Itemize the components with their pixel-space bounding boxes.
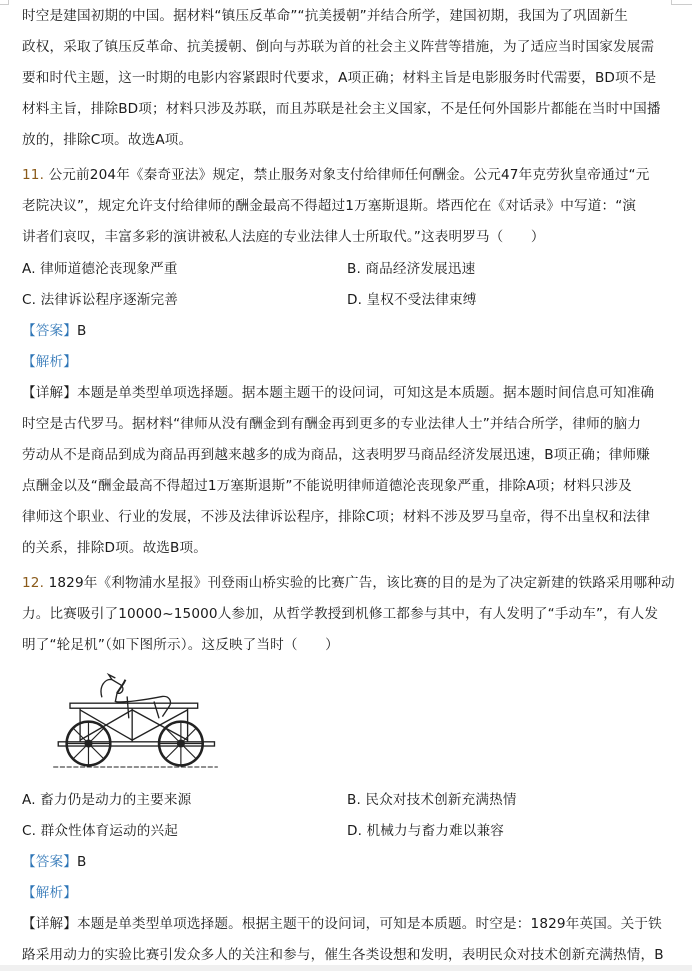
q11-stem-line [22,165,650,185]
q11-option-a: A. 律师道德沦丧现象严重 [22,261,178,277]
q11-option-d: D. 皇权不受法律束缚 [347,292,477,308]
q12-detail-line: 【详解】本题是单类型单项选择题。根据主题干的设问词，可知是本质题。时空是：1829年英国。关于铁 [22,916,662,932]
q12-option-a: A. 畜力仍是动力的主要来源 [22,792,192,808]
q12-option-d: D. 机械力与畜力难以兼容 [347,823,504,839]
page-corner-mark [671,0,692,5]
answer-value: B [76,854,87,870]
q11-option-b: B. 商品经济发展迅速 [347,261,476,277]
prev-explanation-line: 要和时代主题，这一时期的电影内容紧跟时代要求，A项正确；材料主旨是电影服务时代需要，BD项不是 [22,70,657,86]
q12-answer [22,852,86,872]
answer-label: 【答案】 [22,323,77,339]
q12-detail-line: 路采用动力的实验比赛引发众多人的关注和参与，催生各类设想和发明，表明民众对技术创新充满热情，B [22,947,664,963]
q11-stem-line: 老院决议”，规定允许支付给律师的酬金最高不得超过1万塞斯退斯。塔西佗在《对话录》中写道：“演 [22,198,637,214]
q11-analysis-label: 【解析】 [22,354,77,370]
q11-answer [22,321,86,341]
prev-explanation-line: 政权，采取了镇压反革命、抗美援朝、倒向与苏联为首的社会主义阵营等措施，为了适应当时国家发展需 [22,39,655,55]
q11-detail-line: 【详解】本题是单类型单项选择题。据本题主题干的设问词，可知这是本质题。据本题时间信息可知准确 [22,385,655,401]
q12-stem-line: 明了“轮足机”（如下图所示）。这反映了当时（ ） [22,637,339,653]
q12-stem-line: 力。比赛吸引了10000~15000人参加，从哲学教授到机修工都参与其中，有人发明了“手动车”，有人发 [22,606,659,622]
q11-stem-line: 讲者们哀叹，丰富多彩的演讲被私人法庭的专业法律人士所取代。”这表明罗马（ ） [22,229,545,245]
q11-detail-line: 劳动从不是商品到成为商品再到越来越多的成为商品，这表明罗马商品经济发展迅速，B项正确；律师赚 [22,447,650,463]
prev-explanation-line: 放的，排除C项。故选A项。 [22,132,193,148]
prev-explanation-line: 时空是建国初期的中国。据材料“镇压反革命”“抗美援朝”并结合所学，建国初期，我国为了巩固新生 [22,8,629,24]
question-number: 12. [22,575,45,591]
q11-detail-line: 点酬金以及“酬金最高不得超过1万塞斯退斯”不能说明律师道德沦丧现象严重，排除A项；材料只涉及 [22,478,632,494]
answer-value: B [76,323,87,339]
horse-cart-illustration [28,665,238,780]
q12-stem-text: 1829年《利物浦水星报》刊登雨山桥实验的比赛广告，该比赛的目的是为了决定新建的铁路采用哪种动 [48,575,675,591]
q11-detail-line: 时空是古代罗马。据材料“律师从没有酬金到有酬金再到更多的专业法律人士”并结合所学，律师的脑力 [22,416,642,432]
prev-explanation-line: 材料主旨，排除BD项；材料只涉及苏联，而且苏联是社会主义国家，不是任何外国影片都能在当时中国播 [22,101,661,117]
q11-detail-line: 的关系，排除D项。故选B项。 [22,540,208,556]
q12-option-c: C. 群众性体育运动的兴起 [22,823,179,839]
q12-option-b: B. 民众对技术创新充满热情 [347,792,517,808]
answer-label: 【答案】 [22,854,77,870]
q11-stem-text: 公元前204年《秦奇亚法》规定，禁止服务对象支付给律师任何酬金。公元47年克劳狄皇帝通过“元 [48,167,650,183]
q11-option-c: C. 法律诉讼程序逐渐完善 [22,292,179,308]
q12-analysis-label: 【解析】 [22,885,77,901]
question-number: 11. [22,167,45,183]
page-corner-mark [0,0,9,5]
q12-stem-line [22,573,675,593]
page-bottom-edge [0,965,692,971]
q11-detail-line: 律师这个职业、行业的发展，不涉及法律诉讼程序，排除C项；材料不涉及罗马皇帝，得不出皇权和法律 [22,509,651,525]
